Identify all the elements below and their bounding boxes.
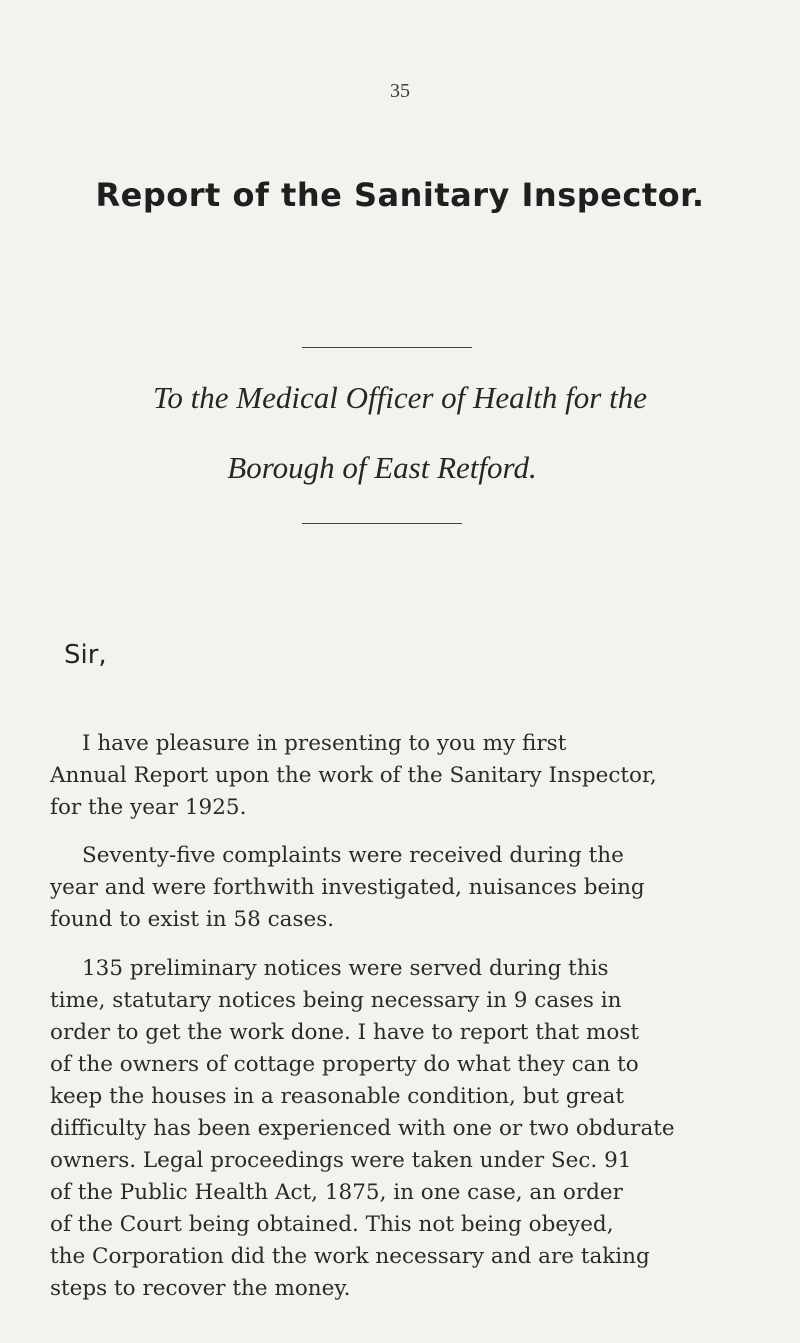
- salutation: Sir,: [64, 640, 107, 670]
- paragraph-line: for the year 1925.: [50, 795, 247, 820]
- paragraph-line: found to exist in 58 cases.: [50, 907, 335, 932]
- paragraph-line: of the Public Health Act, 1875, in one case, an order: [50, 1180, 623, 1205]
- paragraph-line: Annual Report upon the work of the Sanitary Inspector,: [50, 763, 657, 788]
- paragraph-line: time, statutary notices being necessary in 9 cases in: [50, 988, 622, 1013]
- divider-rule: [302, 523, 462, 524]
- paragraph-line: of the Court being obtained. This not being obeyed,: [50, 1212, 614, 1237]
- divider-rule: [302, 347, 472, 348]
- paragraph-line: Seventy-five complaints were received during the: [82, 843, 624, 868]
- paragraph-line: I have pleasure in presenting to you my first: [82, 731, 567, 756]
- paragraph-intro: [50, 728, 750, 824]
- report-title: Report of the Sanitary Inspector.: [95, 176, 705, 214]
- paragraph-line: order to get the work done. I have to report that most: [50, 1020, 640, 1045]
- addressee-line-2: Borough of East Retford.: [227, 450, 537, 485]
- paragraph-notices: [50, 953, 750, 1305]
- paragraph-line: of the owners of cottage property do what they can to: [50, 1052, 639, 1077]
- paragraph-line: owners. Legal proceedings were taken under Sec. 91: [50, 1148, 632, 1173]
- paragraph-line: year and were forthwith investigated, nuisances being: [50, 875, 645, 900]
- paragraph-line: difficulty has been experienced with one or two obdurate: [50, 1116, 675, 1141]
- paragraph-complaints: [50, 840, 750, 936]
- paragraph-line: the Corporation did the work necessary and are taking: [50, 1244, 650, 1269]
- addressee-line-1: To the Medical Officer of Health for the: [153, 380, 647, 415]
- page-number: 35: [390, 80, 410, 102]
- paragraph-line: 135 preliminary notices were served during this: [82, 956, 609, 981]
- paragraph-line: keep the houses in a reasonable condition, but great: [50, 1084, 625, 1109]
- paragraph-line: steps to recover the money.: [50, 1276, 351, 1301]
